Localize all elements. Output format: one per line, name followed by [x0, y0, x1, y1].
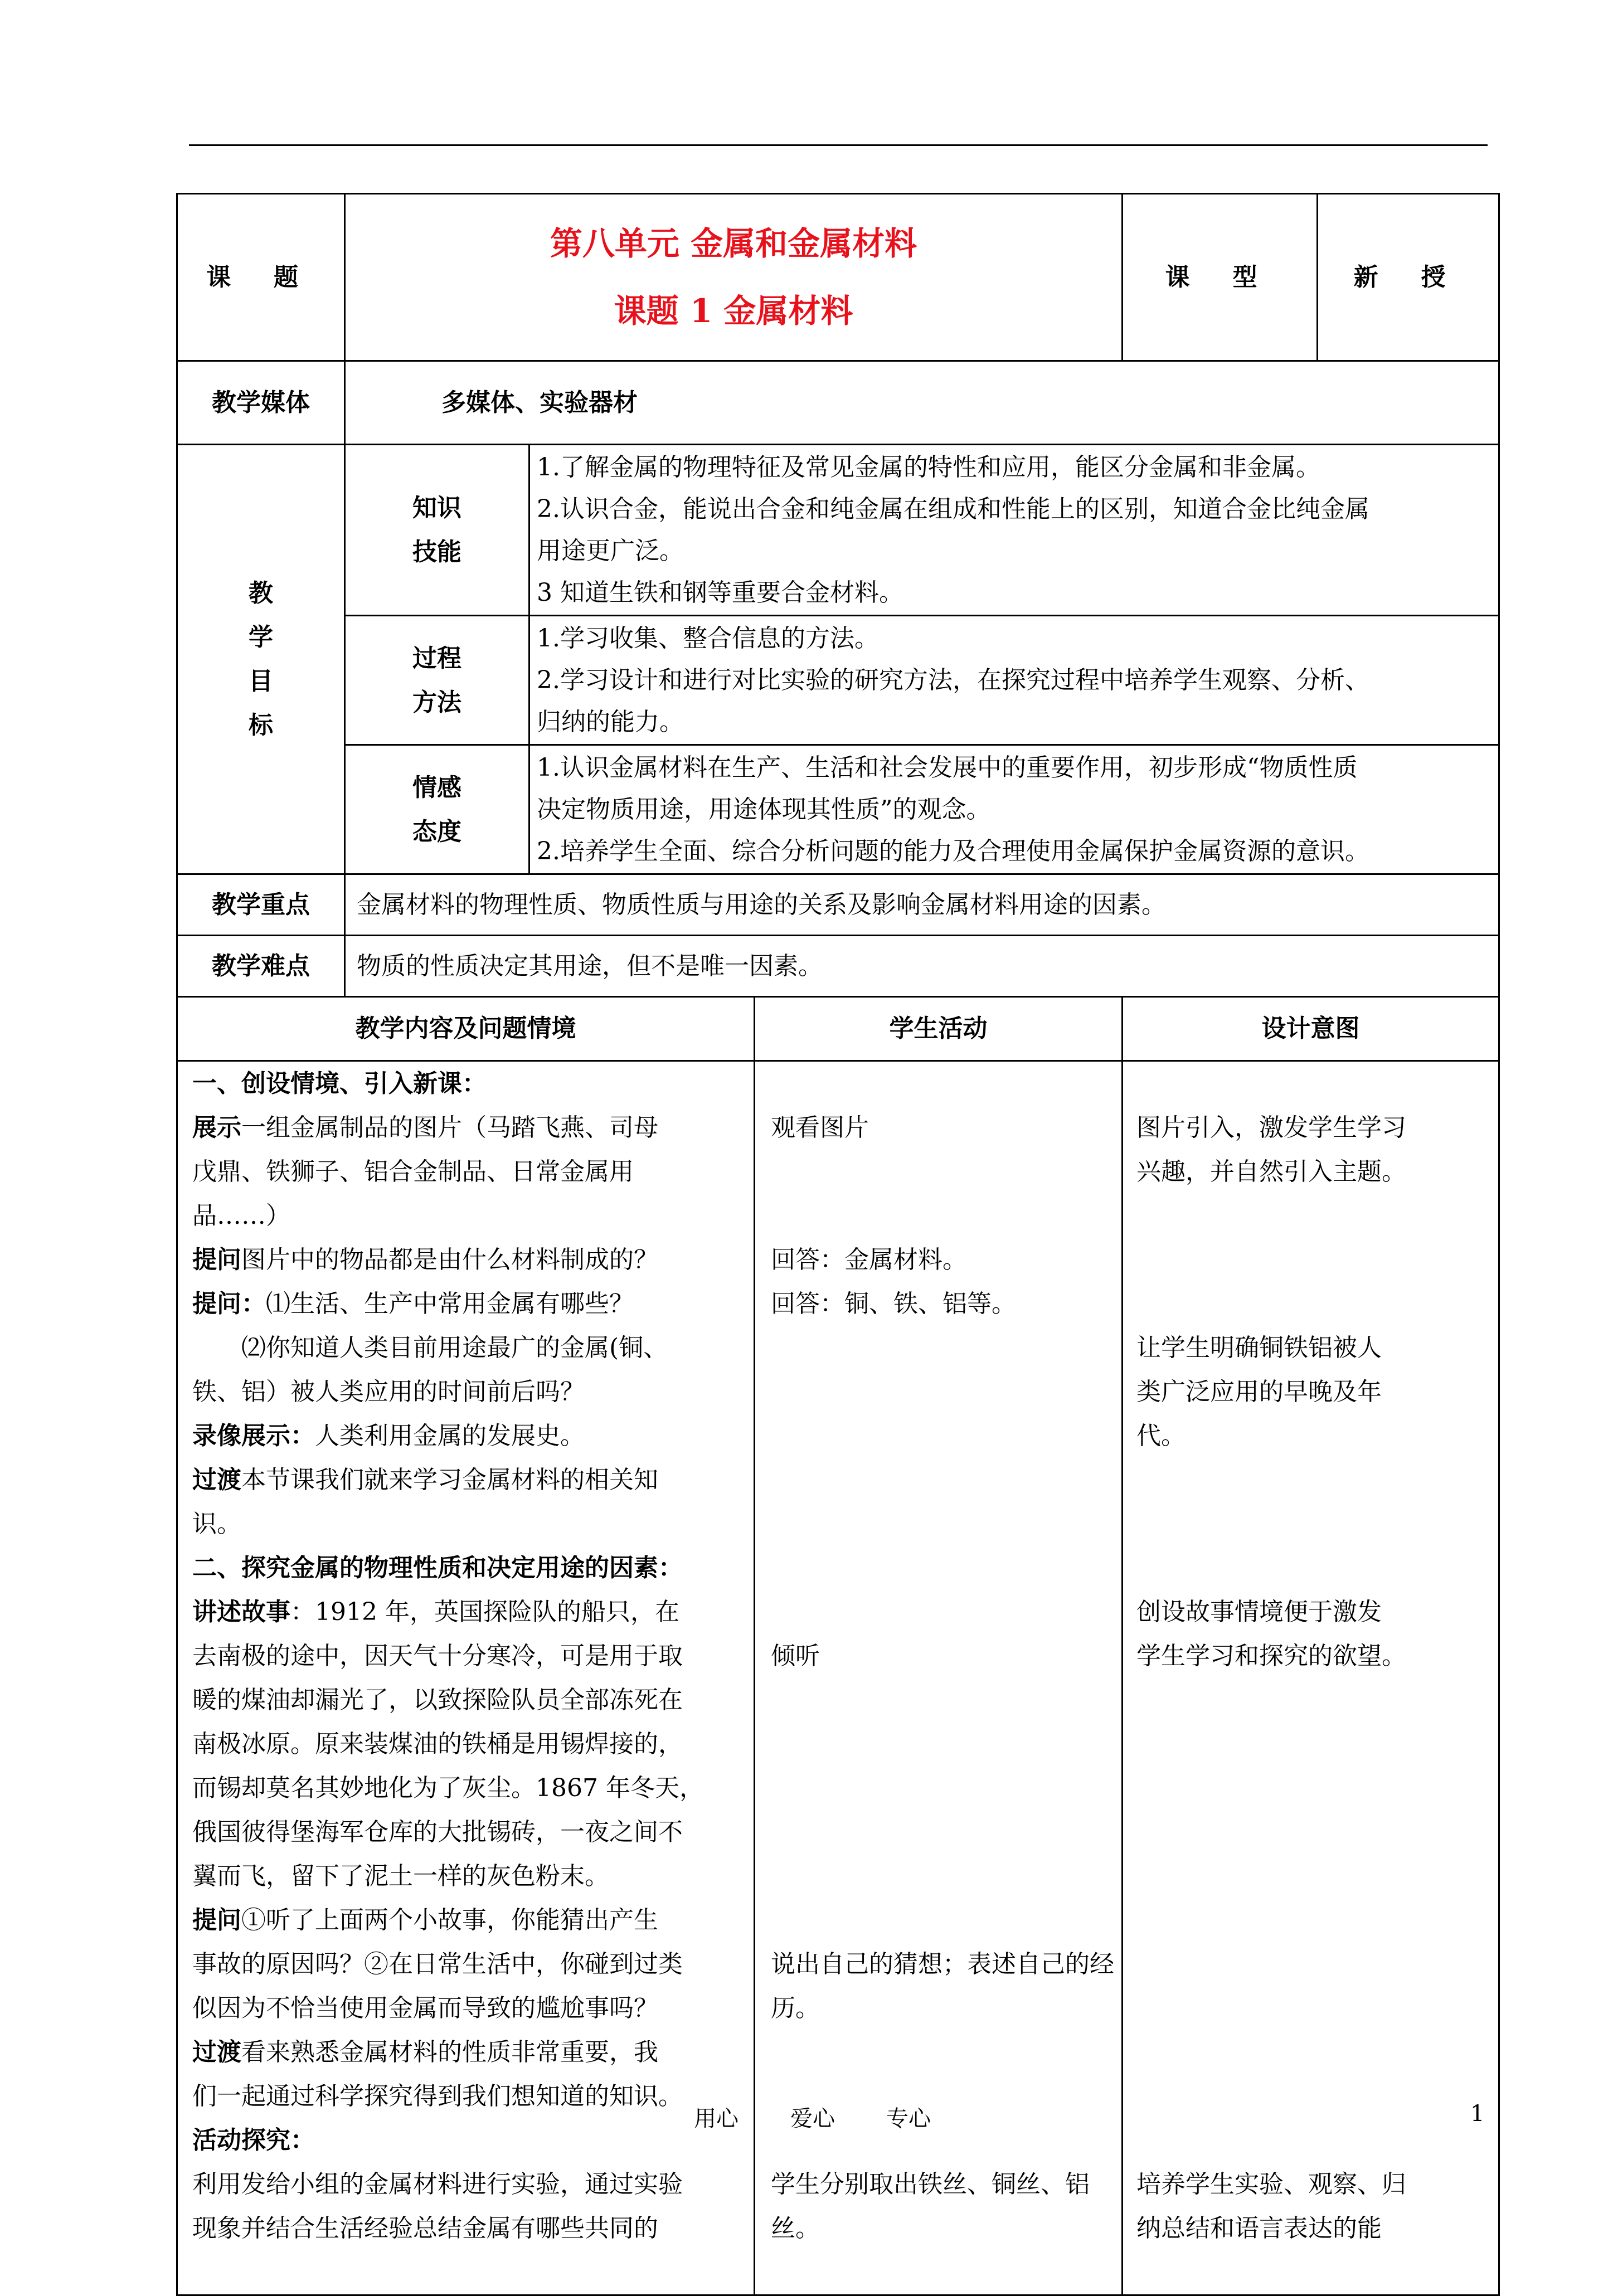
- ke-xing-value: 新 授: [1318, 194, 1499, 361]
- footer-motto-3: 专心: [886, 2106, 931, 2132]
- page-number: 1: [1470, 2101, 1485, 2127]
- design-intent-line: 图片引入，激发学生学习: [1136, 1113, 1407, 1142]
- content-line-text: 翼而飞，留下了泥土一样的灰色粉末。: [192, 1862, 609, 1890]
- student-activity-line: [771, 1370, 1116, 1414]
- content-line-text: 俄国彼得堡海军仓库的大批锡砖，一夜之间不: [192, 1818, 683, 1846]
- content-line: [192, 1062, 748, 1106]
- design-lines: [1136, 1062, 1493, 2250]
- design-intent-line: [1136, 1062, 1493, 1106]
- student-activity-line: 历。: [771, 1994, 820, 2022]
- content-line-text: 铁、铝）被人类应用的时间前后吗？: [192, 1378, 585, 1406]
- content-line-text: 去南极的途中，因天气十分寒冷，可是用于取: [192, 1642, 683, 1670]
- content-line-text: 图片中的物品都是由什么材料制成的？: [241, 1246, 658, 1274]
- content-line: [192, 1546, 748, 1590]
- student-activity-line: [771, 1546, 1116, 1590]
- content-line: [192, 1282, 748, 1326]
- student-activity-line: 学生分别取出铁丝、铜丝、铝丝。: [771, 2170, 1090, 2243]
- content-line-text: 品……）: [192, 1201, 290, 1230]
- student-activity-line: 观看图片: [771, 1113, 869, 1142]
- content-line: [192, 2074, 748, 2118]
- content-line: [192, 1590, 748, 1634]
- content-line-text: 识。: [192, 1510, 241, 1538]
- goal-process-label: 过程 方法: [345, 616, 529, 745]
- design-intent-line: 创设故事情境便于激发: [1136, 1598, 1382, 1626]
- content-line: [192, 1194, 748, 1238]
- content-line: [192, 1898, 748, 1942]
- content-line-text: ①听了上面两个小故事，你能猜出产生: [241, 1906, 658, 1934]
- content-line-label: 过渡: [192, 1466, 241, 1494]
- content-line-label: 二、探究金属的物理性质和决定用途的因素：: [192, 1554, 683, 1582]
- content-line: [192, 2206, 748, 2250]
- student-activity-line: 回答：铜、铁、铝等。: [771, 1290, 1016, 1318]
- ke-xing-label: 课 型: [1123, 194, 1318, 361]
- goal-knowledge-text: 1.了解金属的物理特征及常见金属的特性和应用，能区分金属和非金属。 2.认识合金，能说出合金和纯金属在组成和性能上的区别，知道合金比纯金属 用途更广泛。 3 知道生铁和钢等重要合金材料。: [529, 445, 1499, 616]
- student-activity-line: [771, 1194, 1116, 1238]
- design-intent-line: [1136, 1854, 1493, 1898]
- goal-process-text: 1.学习收集、整合信息的方法。 2.学习设计和进行对比实验的研究方法，在探究过程中培养学生观察、分析、 归纳的能力。: [529, 616, 1499, 745]
- content-line-label: 讲述故事: [192, 1598, 290, 1626]
- content-line-text: 人类利用金属的发展史。: [315, 1422, 585, 1450]
- design-intent-line: [1136, 2030, 1493, 2074]
- media-value: 多媒体、实验器材: [345, 361, 1499, 445]
- design-intent-line: [1136, 1722, 1493, 1766]
- media-label: 教学媒体: [177, 361, 345, 445]
- goal-attitude-text: 1.认识金属材料在生产、生活和社会发展中的重要作用，初步形成“物质性质 决定物质用途，用途体现其性质”的观念。 2.培养学生全面、综合分析问题的能力及合理使用金属保护金属资源的意识。: [529, 745, 1499, 874]
- content-cell: [177, 1061, 755, 2295]
- difficulty-value: 物质的性质决定其用途，但不是唯一因素。: [345, 936, 1499, 997]
- content-line-text: 看来熟悉金属材料的性质非常重要，我: [241, 2038, 658, 2066]
- student-activity-line: [771, 1062, 1116, 1106]
- content-line-label: 活动探究：: [192, 2126, 315, 2154]
- goal-attitude-label: 情感 态度: [345, 745, 529, 874]
- design-intent-line: [1136, 1942, 1493, 1986]
- design-intent-line: [1136, 1502, 1493, 1546]
- footer-motto-1: 用心: [694, 2106, 739, 2132]
- design-intent-line: [1136, 1766, 1493, 1810]
- title-line-1: 第八单元 金属和金属材料: [550, 225, 917, 263]
- design-intent-line: 学生学习和探究的欲望。: [1136, 1642, 1407, 1670]
- student-activity-line: [771, 1502, 1116, 1546]
- content-line-text: 事故的原因吗？②在日常生活中，你碰到过类: [192, 1950, 683, 1978]
- content-line-text: 们一起通过科学探究得到我们想知道的知识。: [192, 2082, 683, 2110]
- design-intent-line: [1136, 1458, 1493, 1502]
- design-intent-line: [1136, 2074, 1493, 2118]
- design-intent-line: 代。: [1136, 1422, 1186, 1450]
- student-activity-line: 说出自己的猜想；表述自己的经: [771, 1950, 1114, 1978]
- content-line-text: ⑴生活、生产中常用金属有哪些？: [266, 1290, 634, 1318]
- student-activity-line: [771, 1810, 1116, 1854]
- student-activity-line: [771, 1766, 1116, 1810]
- student-activity-line: [771, 1590, 1116, 1634]
- content-line-text: ⑵你知道人类目前用途最广的金属(铜、: [192, 1334, 668, 1362]
- content-line-text: 本节课我们就来学习金属材料的相关知: [241, 1466, 658, 1494]
- lesson-title: [345, 194, 1123, 361]
- content-line-text: 一组金属制品的图片（马踏飞燕、司母: [241, 1113, 658, 1142]
- column-header-student: 学生活动: [755, 997, 1123, 1061]
- student-activity-line: [771, 1150, 1116, 1194]
- column-header-design: 设计意图: [1123, 997, 1499, 1061]
- design-intent-line: [1136, 1194, 1493, 1238]
- content-line: [192, 2162, 748, 2206]
- ke-ti-label: 课 题: [177, 194, 345, 361]
- student-activity-line: [771, 1414, 1116, 1458]
- content-line-text: 而锡却莫名其妙地化为了灰尘。1867 年冬天，: [192, 1774, 704, 1802]
- content-line: [192, 1678, 748, 1722]
- design-intent-line: [1136, 1678, 1493, 1722]
- content-line-text: 似因为不恰当使用金属而导致的尴尬事吗？: [192, 1994, 658, 2022]
- lesson-plan-table: [176, 193, 1500, 2296]
- design-intent-line: [1136, 1810, 1493, 1854]
- key-point-label: 教学重点: [177, 874, 345, 936]
- difficulty-label: 教学难点: [177, 936, 345, 997]
- content-line-label: 提问: [192, 1246, 241, 1274]
- key-point-value: 金属材料的物理性质、物质性质与用途的关系及影响金属材料用途的因素。: [345, 874, 1499, 936]
- content-line-label: 录像展示：: [192, 1422, 315, 1450]
- content-line-text: 南极冰原。原来装煤油的铁桶是用锡焊接的，: [192, 1730, 683, 1758]
- student-activity-line: 回答：金属材料。: [771, 1246, 967, 1274]
- content-line-text: 戊鼎、铁狮子、铝合金制品、日常金属用: [192, 1157, 634, 1186]
- design-intent-line: 类广泛应用的早晚及年: [1136, 1378, 1382, 1406]
- design-cell: [1123, 1061, 1499, 2295]
- goal-knowledge-label: 知识 技能: [345, 445, 529, 616]
- design-intent-line: [1136, 1898, 1493, 1942]
- content-line: [192, 1942, 748, 1986]
- content-line-label: 过渡: [192, 2038, 241, 2066]
- content-line-text: ：1912 年，英国探险队的船只，在: [290, 1598, 679, 1626]
- content-line: [192, 1986, 748, 2030]
- student-activity-line: 倾听: [771, 1642, 820, 1670]
- content-line: [192, 1458, 748, 1502]
- content-line: [192, 1370, 748, 1414]
- content-line-label: 提问：: [192, 1290, 266, 1318]
- column-header-content: 教学内容及问题情境: [177, 997, 755, 1061]
- student-activity-line: [771, 1326, 1116, 1370]
- student-activity-line: [771, 1898, 1116, 1942]
- content-line-text: 暖的煤油却漏光了，以致探险队员全部冻死在: [192, 1686, 683, 1714]
- content-line-label: 提问: [192, 1906, 241, 1934]
- content-line-label: 一、创设情境、引入新课：: [192, 1069, 487, 1098]
- content-line-label: 展示: [192, 1113, 241, 1142]
- content-line: [192, 1238, 748, 1282]
- content-line: [192, 1502, 748, 1546]
- content-line-text: 利用发给小组的金属材料进行实验，通过实验: [192, 2170, 683, 2198]
- content-line: [192, 2118, 748, 2162]
- design-intent-line: [1136, 1986, 1493, 2030]
- header-rule: [189, 144, 1488, 146]
- design-intent-line: 让学生明确铜铁铝被人: [1136, 1334, 1382, 1362]
- design-intent-line: [1136, 1238, 1493, 1282]
- student-activity-line: [771, 1678, 1116, 1722]
- design-intent-line: 纳总结和语言表达的能: [1136, 2214, 1382, 2243]
- content-line: [192, 1854, 748, 1898]
- goals-label: 教 学 目 标: [177, 445, 345, 874]
- design-intent-line: [1136, 2118, 1493, 2162]
- student-activity-line: [771, 2030, 1116, 2074]
- design-intent-line: [1136, 1546, 1493, 1590]
- content-line: [192, 1414, 748, 1458]
- student-activity-line: [771, 1458, 1116, 1502]
- content-line: [192, 1326, 748, 1370]
- content-line: [192, 1106, 748, 1150]
- student-activity-line: [771, 1854, 1116, 1898]
- content-line: [192, 1722, 748, 1766]
- content-line-text: 现象并结合生活经验总结金属有哪些共同的: [192, 2214, 658, 2243]
- footer-motto-2: 爱心: [790, 2106, 835, 2132]
- design-intent-line: 培养学生实验、观察、归: [1136, 2170, 1407, 2198]
- design-intent-line: [1136, 1282, 1493, 1326]
- content-lines: [192, 1062, 748, 2250]
- content-line: [192, 1150, 748, 1194]
- content-line: [192, 1810, 748, 1854]
- student-activity-line: [771, 1722, 1116, 1766]
- content-line: [192, 2030, 748, 2074]
- student-activity-line: [771, 2250, 1116, 2294]
- content-line: [192, 1634, 748, 1678]
- design-intent-line: 兴趣，并自然引入主题。: [1136, 1157, 1407, 1186]
- title-line-2: 课题 1 金属材料: [614, 291, 853, 330]
- content-line: [192, 1766, 748, 1810]
